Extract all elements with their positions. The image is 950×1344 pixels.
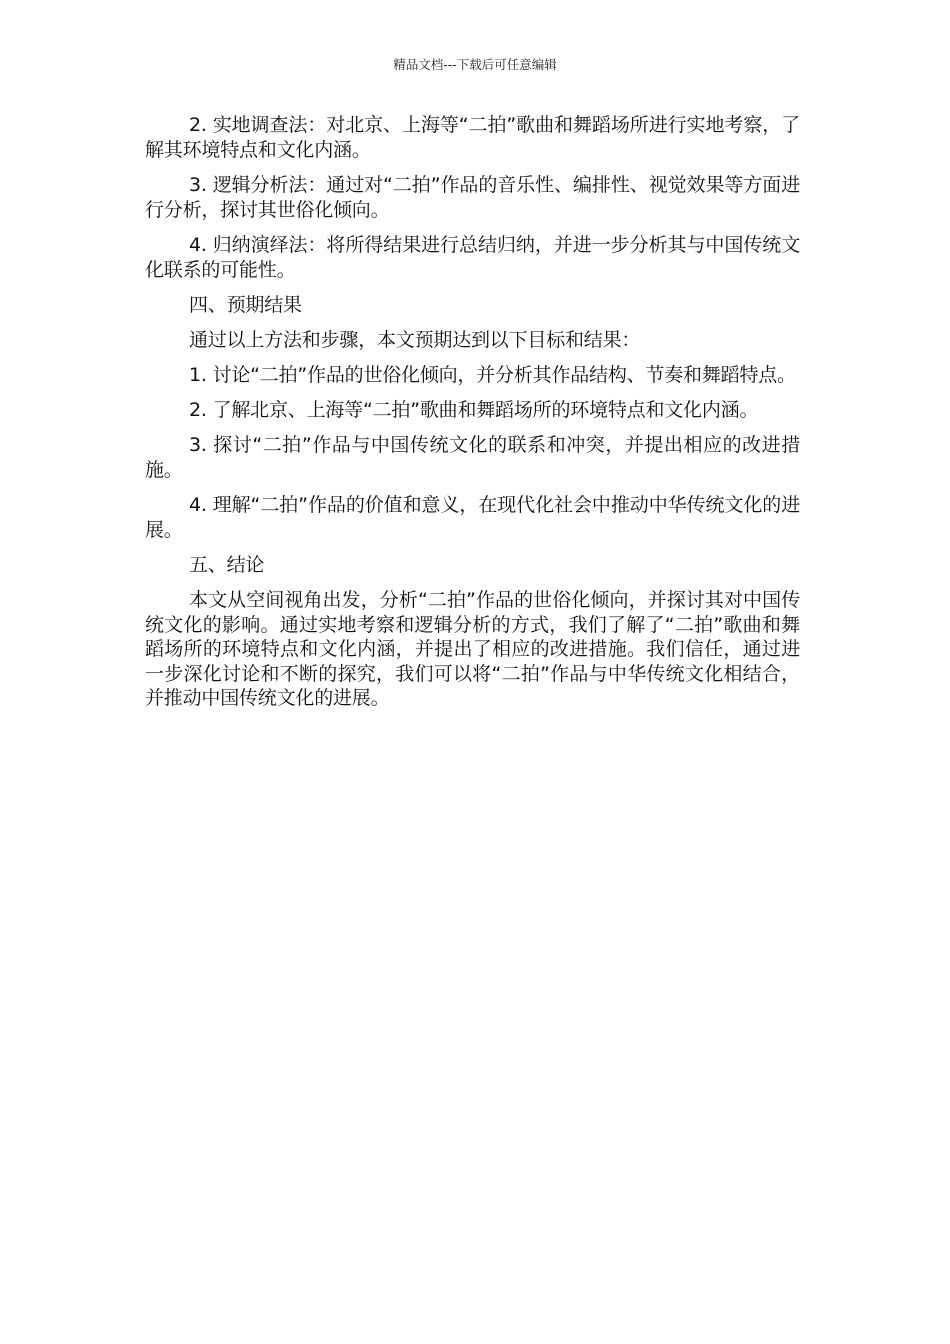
expected-result-1: 1. 讨论“二拍”作品的世俗化倾向，并分析其作品结构、节奏和舞蹈特点。	[189, 364, 796, 386]
section-heading-expected-results: 四、预期结果	[189, 294, 302, 316]
section-heading-conclusion: 五、结论	[189, 554, 265, 576]
expected-results-intro: 通过以上方法和步骤，本文预期达到以下目标和结果：	[189, 329, 641, 351]
page-header: 精品文档---下载后可任意编辑	[393, 57, 557, 72]
expected-result-2: 2. 了解北京、上海等“二拍”歌曲和舞蹈场所的环境特点和文化内涵。	[189, 399, 759, 421]
method-induction-deduction: 4. 归纳演绎法：将所得结果进行总结归纳，并进一步分析其与中国传统文化联系的可能性。	[145, 234, 800, 281]
expected-result-4: 4. 理解“二拍”作品的价值和意义，在现代化社会中推动中华传统文化的进展。	[145, 494, 800, 541]
conclusion-paragraph: 本文从空间视角出发，分析“二拍”作品的世俗化倾向，并探讨其对中国传统文化的影响。通过实地考察和逻辑分析的方式，我们了解了“二拍”歌曲和舞蹈场所的环境特点和文化内涵，并提出了相应的改进措施。我们信任，通过进一步深化讨论和不断的探究，我们可以将“二拍”作品与中华传统文化相结合，并推动中国传统文化的进展。	[145, 589, 800, 709]
expected-result-3: 3. 探讨“二拍”作品与中国传统文化的联系和冲突，并提出相应的改进措施。	[145, 434, 800, 481]
method-field-survey: 2. 实地调查法：对北京、上海等“二拍”歌曲和舞蹈场所进行实地考察，了解其环境特点和文化内涵。	[145, 114, 800, 161]
method-logical-analysis: 3. 逻辑分析法：通过对“二拍”作品的音乐性、编排性、视觉效果等方面进行分析，探讨其世俗化倾向。	[145, 174, 800, 221]
document-body	[145, 113, 800, 721]
